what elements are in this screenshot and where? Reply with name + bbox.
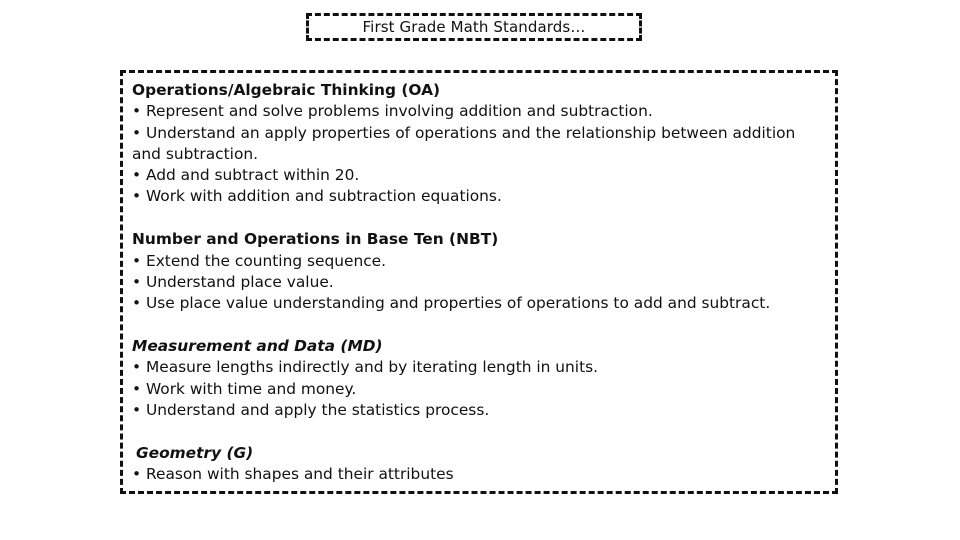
section-oa [132, 80, 826, 208]
section-heading-md: Measurement and Data (MD) [132, 336, 383, 355]
section-heading-nbt: Number and Operations in Base Ten (NBT) [132, 230, 499, 249]
section-heading-g: Geometry (G) [136, 443, 254, 462]
list-item: • Understand and apply the statistics process. [132, 400, 490, 419]
list-item: • Work with time and money. [132, 379, 357, 398]
list-item: • Represent and solve problems involving addition and subtraction. [132, 102, 653, 121]
list-item: • Understand an apply properties of operations and the relationship between addition and subtraction. [132, 123, 796, 163]
list-item: • Measure lengths indirectly and by iterating length in units. [132, 358, 599, 377]
section-nbt [132, 229, 826, 314]
list-item: • Add and subtract within 20. [132, 166, 360, 185]
section-g [132, 443, 826, 486]
list-item: • Use place value understanding and properties of operations to add and subtract. [132, 294, 771, 313]
list-item: • Work with addition and subtraction equations. [132, 187, 502, 206]
page-title: First Grade Math Standards… [362, 18, 586, 36]
list-item: • Understand place value. [132, 272, 334, 291]
section-md [132, 336, 826, 421]
standards-box [120, 70, 838, 494]
section-heading-oa: Operations/Algebraic Thinking (OA) [132, 81, 441, 99]
list-item: • Reason with shapes and their attributes [132, 464, 454, 483]
title-box [306, 13, 642, 41]
list-item: • Extend the counting sequence. [132, 251, 387, 270]
